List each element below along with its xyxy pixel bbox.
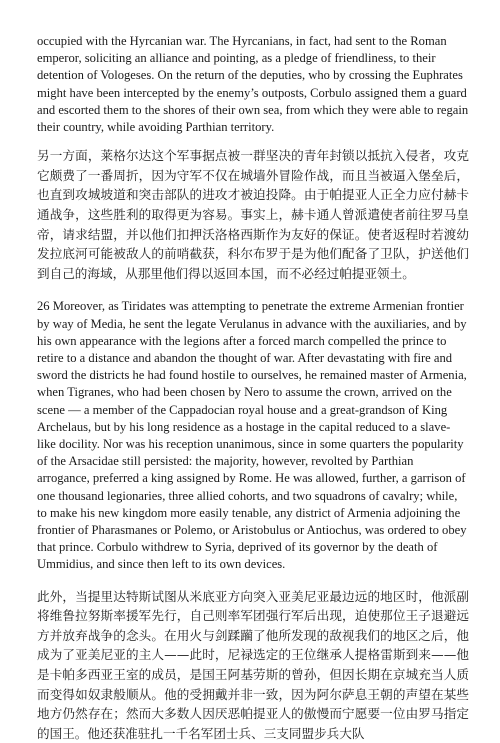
paragraph-english-1: occupied with the Hyrcanian war. The Hyrcanians, in fact, had sent to the Roman emperor, soliciting an alliance and pointing, as a pledge of friendliness, to their detention of Vologeses. On the return of the deputies, who by crossing the Euphrates might have been intercepted by the enemy’s outposts, Corbulo assigned them a guard and escorted them to the shores of their own sea, from which they were able to regain their country, while avoiding Parthian territory.	[37, 34, 469, 135]
paragraph-english-2: 26 Moreover, as Tiridates was attempting to penetrate the extreme Armenian frontier by way of Media, he sent the legate Verulanus in advance with the auxiliaries, and by his own appearance with the legions after a forced march compelled the prince to retire to a distance and abandon the thought of war. After devastating with fire and sword the districts he had found hostile to ourselves, he remained master of Armenia, when Tigranes, who had been chosen by Nero to assume the crown, arrived on the scene — a member of the Cappadocian royal house and a great-grandson of King Archelaus, but by his long residence as a hostage in the capital reduced to a slave-like docility. Nor was his reception unanimous, since in some quarters the popularity of the Arsacidae still persisted: the majority, however, revolted by Parthian arrogance, preferred a king assigned by Rome. He was allowed, further, a garrison of one thousand legionaries, three allied cohorts, and two squadrons of cavalry; while, to make his new kingdom more easily tenable, any district of Armenia adjoining the frontier of Pharasmanes or Polemo, or Aristobulus or Antiochus, was ordered to obey that prince. Corbulo withdrew to Syria, deprived of its governor by the death of Ummidius, and since then left to its own devices.	[37, 299, 467, 572]
paragraph-chinese-1: 另一方面，莱格尔达这个军事据点被一群坚决的青年封锁以抵抗入侵者，攻克它颇费了一番周折，因为守军不仅在城墙外冒险作战，而且当被逼入堡垒后，也直到攻城坡道和突击部队的进攻才被迫投降。由于帕提亚人正全力应付赫卡通战争，这些胜利的取得更为容易。事实上，赫卡通人曾派遣使者前往罗马皇帝，请求结盟，并以他们扣押沃洛格西斯作为友好的保证。使者返程时若渡幼发拉底河可能被敌人的前哨截获，科尔布罗于是为他们配备了卫队，护送他们到自己的海域，从那里他们得以返回本国，而不必经过帕提亚领土。	[37, 148, 469, 281]
paragraph-chinese-2: 此外，当提里达特斯试图从米底亚方向突入亚美尼亚最边远的地区时，他派副将维鲁拉努斯率援军先行，自己则率军团强行军后出现，迫使那位王子退避远方并放弃战争的念头。在用火与剑蹂躏了他所发现的敌视我们的地区之后，他成为了亚美尼亚的主人——此时，尼禄选定的王位继承人提格雷斯到来——他是卡帕多西亚王室的成员，是国王阿基劳斯的曾孙，但因长期在京城充当人质而变得如奴隶般顺从。他的受拥戴并非一致，因为阿尔萨息王朝的声望在某些地方仍然存在；然而大多数人因厌恶帕提亚人的傲慢而宁愿要一位由罗马指定的国王。他还获准驻扎一千名军团士兵、三支同盟步兵大队	[37, 588, 469, 741]
document-page	[37, 0, 469, 741]
